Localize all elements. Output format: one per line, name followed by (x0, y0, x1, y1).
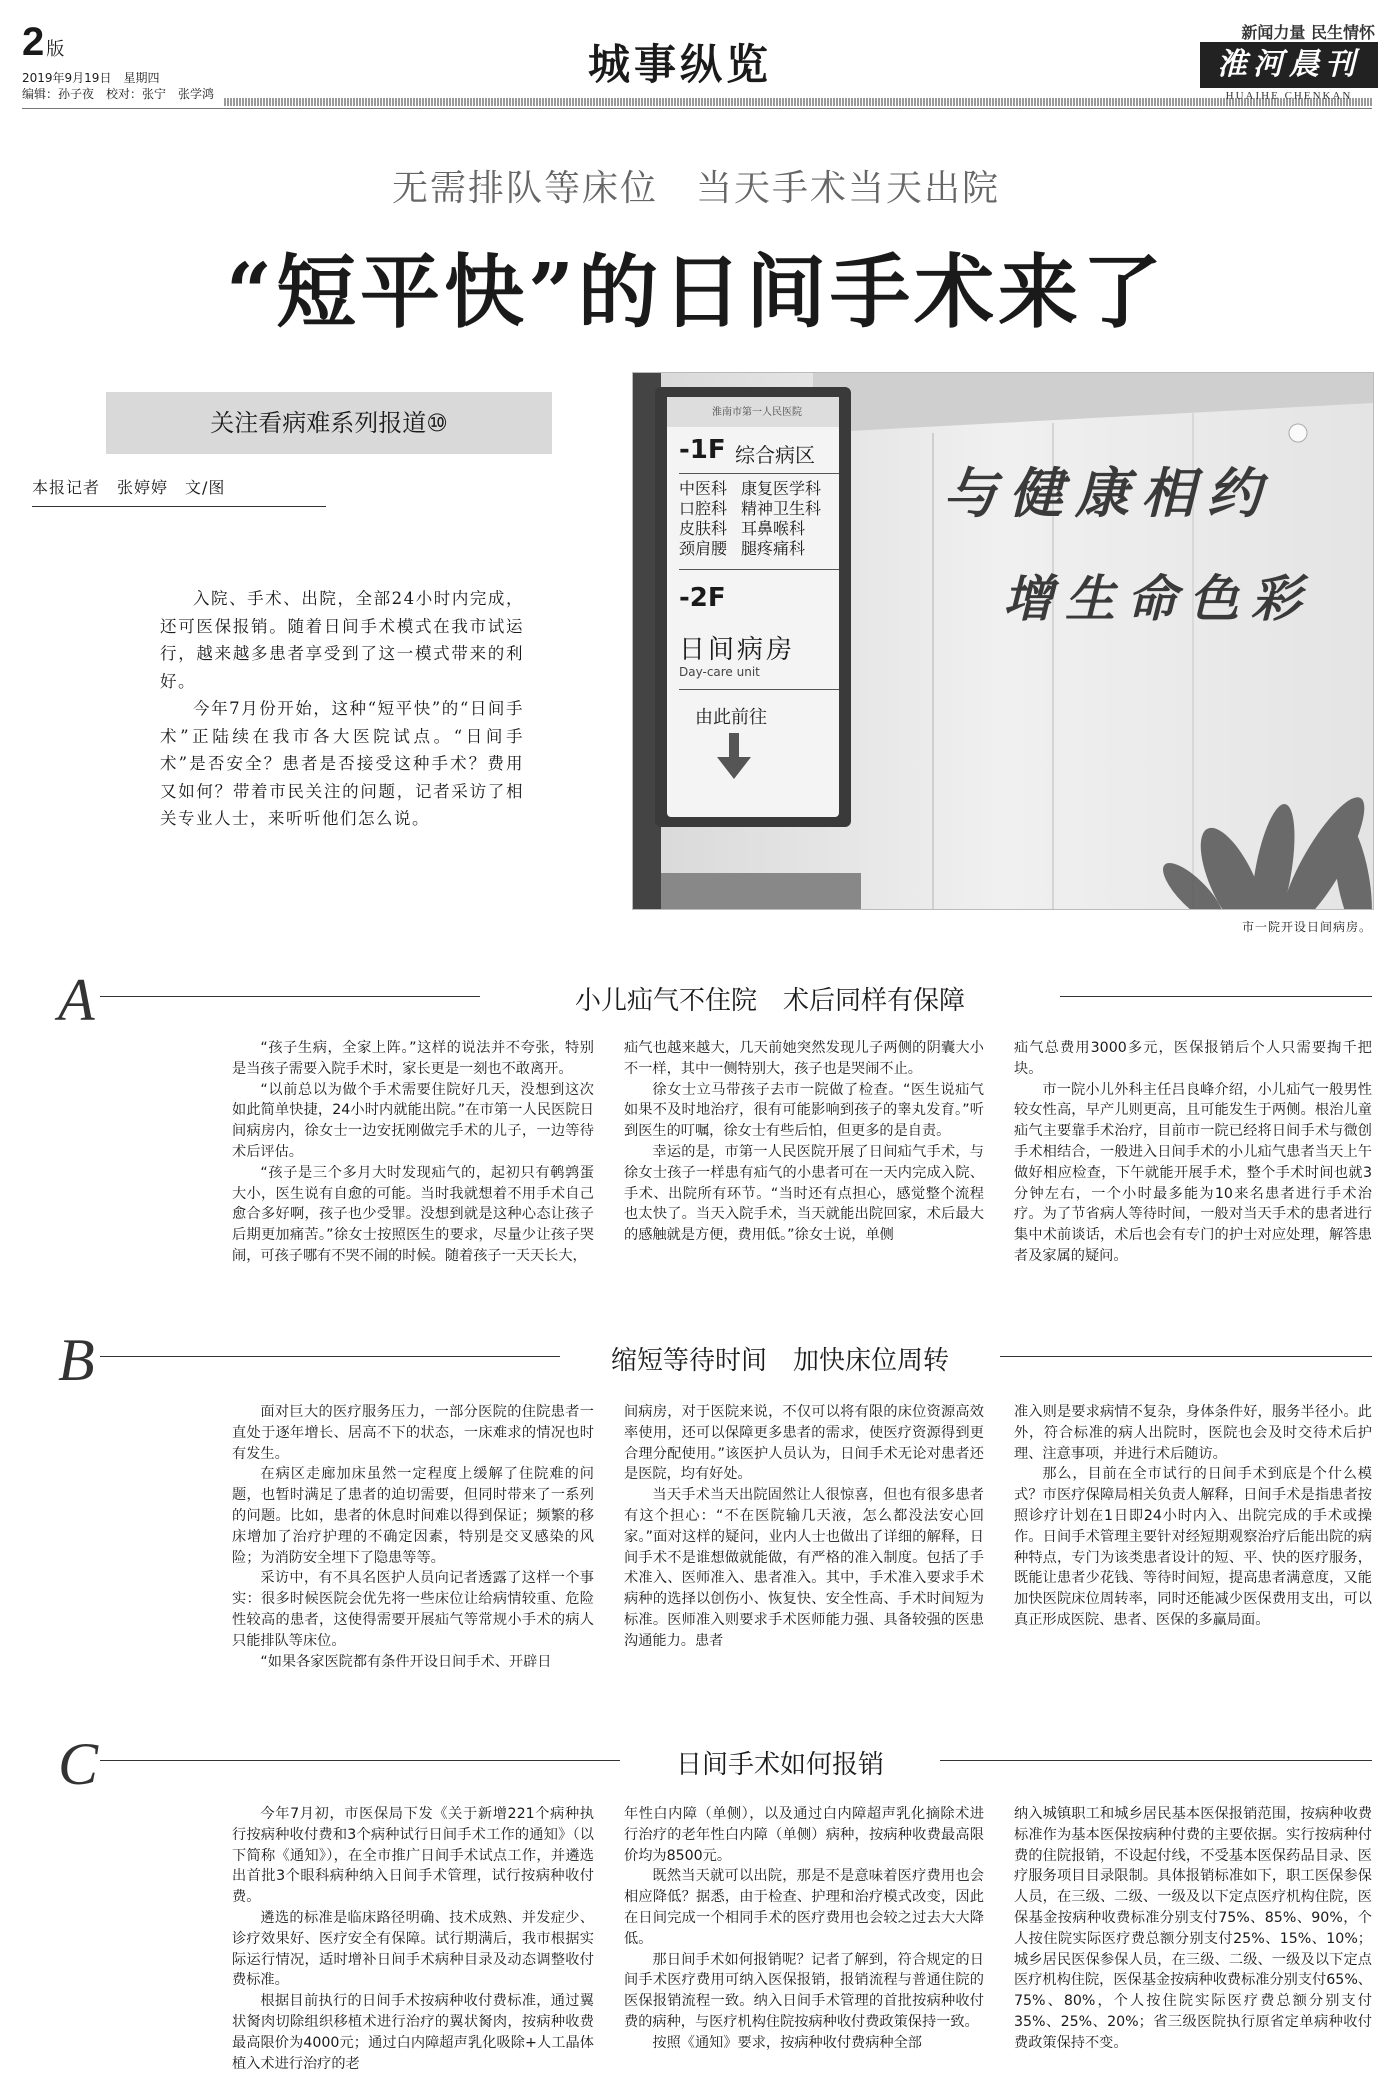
paragraph: 疝气也越来越大，几天前她突然发现儿子两侧的阴囊大小不一样，其中一侧特别大，孩子也是哭闹不止。 (624, 1040, 984, 1077)
section-letter-a: A (58, 967, 95, 1033)
issue-date: 2019年9月19日 星期四 (22, 71, 160, 85)
paragraph: 在病区走廊加床虽然一定程度上缓解了住院难的问题，也暂时满足了患者的迫切需要，但同时带来了一系列的问题。比如，患者的休息时间难以得到保证；频繁的移床增加了治疗护理的不确定因素，特别是交叉感染的风险；为消防安全埋下了隐患等等。 (232, 1466, 594, 1566)
section-b-column-3 (1014, 1402, 1372, 1631)
section-title: 城事纵览 (587, 40, 772, 89)
paragraph: 幸运的是，市第一人民医院开展了日间疝气手术，与徐女士孩子一样患有疝气的小患者可在一天内完成入院、手术、出院所有环节。“当时还有点担心，感觉整个流程也太快了。当天入院手术，当天就能出院回家，术后最大的感触就是方便，费用低。”徐女士说，单侧 (624, 1143, 984, 1244)
paragraph: 采访中，有不具名医护人员向记者透露了这样一个事实：很多时候医院会优先将一些床位让给病情较重、危险性较高的患者，这使得需要开展疝气等常规小手术的病人只能排队等床位。 (232, 1570, 594, 1649)
paragraph: 疝气总费用3000多元，医保报销后个人只需要掏千把块。 (1014, 1040, 1372, 1077)
sign-dept: 腿疼痛科 (741, 539, 806, 558)
newspaper-slogan: 新闻力量 民生情怀 (1241, 23, 1375, 42)
section-c-column-2 (624, 1804, 984, 2054)
paragraph: 市一院小儿外科主任吕良峰介绍，小儿疝气一般男性较女性高，早产儿则更高，且可能发生于两侧。根治儿童疝气主要靠手术治疗，目前市一院已经将日间手术与微创手术相结合，一般进入日间手术的小儿疝气患者当天上午做好相应检查，下午就能开展手术，整个手术时间也就3分钟左右，一个小时最多能为10来名患者进行手术治疗。为了节省病人等待时间，一般对当天手术的患者进行集中术前谈话，术后也会有专门的护士对应处理，解答患者及家属的疑问。 (1014, 1081, 1372, 1264)
paragraph: 遴选的标准是临床路径明确、技术成熟、并发症少、诊疗效果好、医疗安全有保障。试行期满后，我市根据实际运行情况，适时增补日间手术病种目录及动态调整收付费标准。 (232, 1909, 594, 1989)
sign-dept: 颈肩腰 (679, 539, 728, 558)
paragraph: 既然当天就可以出院，那是不是意味着医疗费用也会相应降低？据悉，由于检查、护理和治疗模式改变，因此在日间完成一个相同手术的医疗费用也会较之过去大大降低。 (624, 1868, 984, 1947)
sign-floor-b2: -2F (679, 583, 726, 613)
section-b-column-1 (232, 1402, 594, 1672)
paragraph: 面对巨大的医疗服务压力，一部分医院的住院患者一直处于逐年增长、居高不下的状态，一床难求的情况也时有发生。 (232, 1404, 594, 1462)
hospital-photo (632, 372, 1374, 910)
sign-dept: 康复医学科 (741, 479, 822, 498)
article-kicker: 无需排队等床位 当天手术当天出院 (391, 168, 1000, 209)
section-a-column-1 (232, 1038, 594, 1267)
sign-divider (679, 569, 839, 570)
sign-divider (679, 473, 839, 474)
paragraph: 当天手术当天出院固然让人很惊喜，但也有很多患者有这个担心：“不在医院输几天液，怎么都没法安心回家。”面对这样的疑问，业内人士也做出了详细的解释，日间手术不是谁想做就能做，有严格的准入制度。包括了手术准入、医师准入、患者准入。其中，手术准入要求手术病种的选择以创伤小、恢复快、安全性高、手术时间短为标准。医师准入则要求手术医师能力强、具备较强的医患沟通能力。患者 (624, 1487, 984, 1649)
sign-divider (679, 689, 839, 690)
sign-header: 淮南市第一人民医院 (712, 407, 802, 418)
sign-depts-right (741, 479, 821, 559)
section-title-b: 缩短等待时间 加快床位周转 (560, 1340, 1000, 1377)
paragraph: 年性白内障（单侧），以及通过白内障超声乳化摘除术进行治疗的老年性白内障（单侧）病种，按病种收费最高限价均为8500元。 (624, 1806, 984, 1864)
lede-paragraph: 今年7月份开始，这种“短平快”的“日间手术”正陆续在我市各大医院试点。“日间手术”是否安全？患者是否接受这种手术？费用又如何？带着市民关注的问题，记者采访了相关专业人士，来听听他们怎么说。 (160, 699, 524, 828)
sign-floor-b1: -1F (679, 435, 726, 465)
sign-dept: 耳鼻喉科 (741, 519, 806, 538)
paragraph: 按照《通知》要求，按病种收付费病种全部 (652, 2034, 922, 2051)
section-title-a: 小儿疝气不住院 术后同样有保障 (480, 980, 1060, 1017)
sign-dept: 中医科 (679, 479, 728, 498)
paragraph: 准入则是要求病情不复杂，身体条件好，服务半径小。此外，符合标准的病人出院时，医院也会及时交待术后护理、注意事项，并进行术后随访。 (1014, 1404, 1372, 1462)
article-byline: 本报记者 张婷婷 文/图 (32, 478, 226, 497)
article-headline: “短平快”的日间手术来了 (225, 245, 1167, 339)
photo-caption: 市一院开设日间病房。 (1241, 920, 1372, 934)
sign-ward-daycare: 日间病房 (679, 635, 796, 665)
masthead-underline (22, 108, 1372, 109)
sign-ward-general: 综合病区 (735, 443, 815, 467)
newspaper-logo: 淮河晨刊 (1200, 42, 1378, 88)
wall-slogan-line1: 与健康相约 (943, 461, 1273, 525)
editor-credits: 编辑：孙子夜 校对：张宁 张学鸿 (22, 87, 215, 101)
section-a-column-3 (1014, 1038, 1372, 1267)
paragraph: 今年7月初，市医保局下发《关于新增221个病种执行按病种收付费和3个病种试行日间手术工作的通知》（以下简称《通知》），在全市推广日间手术试点工作，并遴选出首批3个眼科病种纳入日间手术管理，试行按病种收付费。 (232, 1806, 594, 1906)
section-c-column-3 (1014, 1804, 1372, 2054)
sign-dept: 皮肤科 (679, 519, 728, 538)
paragraph: “如果各家医院都有条件开设日间手术、开辟日 (260, 1653, 552, 1670)
paragraph: “孩子是三个多月大时发现疝气的，起初只有鹌鹑蛋大小，医生说有自愈的可能。当时我就想着不用手术自己愈合多好啊，孩子也少受罪。没想到就是这种心态让孩子后期更加痛苦。”徐女士按照医生的要求，尽量少让孩子哭闹，可孩子哪有不哭不闹的时候。随着孩子一天天长大， (232, 1164, 594, 1264)
section-letter-c: C (58, 1731, 99, 1797)
article-lede (160, 585, 524, 833)
sign-ward-daycare-english: Day-care unit (679, 665, 760, 679)
section-letter-b: B (58, 1327, 95, 1393)
sign-depts-left (679, 479, 727, 559)
section-title-c: 日间手术如何报销 (620, 1744, 940, 1781)
paragraph: “孩子生病，全家上阵。”这样的说法并不夸张，特别是当孩子需要入院手术时，家长更是一刻也不敢离开。 (232, 1040, 594, 1077)
wall-slogan-line2: 增生命色彩 (1003, 569, 1313, 628)
page-number: 2 版 (22, 20, 65, 64)
sign-dept: 精神卫生科 (741, 499, 822, 518)
paragraph: 间病房，对于医院来说，不仅可以将有限的床位资源高效率使用，还可以保障更多患者的需求，使医疗资源得到更合理分配使用。”该医护人员认为，日间手术无论对患者还是医院，均有好处。 (624, 1404, 984, 1483)
paragraph: “以前总以为做个手术需要住院好几天，没想到这次如此简单快捷，24小时内就能出院。”在市第一人民医院日间病房内，徐女士一边安抚刚做完手术的儿子，一边等待术后评估。 (232, 1081, 594, 1160)
paragraph: 徐女士立马带孩子去市一院做了检查。“医生说疝气如果不及时地治疗，很有可能影响到孩子的睾丸发育。”听到医生的叮嘱，徐女士有些后怕，但更多的是自责。 (624, 1081, 984, 1140)
paragraph: 根据目前执行的日间手术按病种收付费标准，通过翼状胬肉切除组织移植术进行治疗的翼状胬肉，按病种收费最高限价为4000元；通过白内障超声乳化吸除+人工晶体植入术进行治疗的老 (232, 1993, 594, 2072)
paragraph: 那日间手术如何报销呢？记者了解到，符合规定的日间手术医疗费用可纳入医保报销，报销流程与普通住院的医保报销流程一致。纳入日间手术管理的首批按病种收付费的病种，与医疗机构住院按病种收付费政策保持一致。 (624, 1951, 984, 2030)
section-b-column-2 (624, 1402, 984, 1652)
newspaper-logo-english: HUAIHE CHENKAN (1225, 90, 1353, 102)
paragraph: 那么，目前在全市试行的日间手术到底是个什么模式？市医疗保障局相关负责人解释，日间手术是指患者按照诊疗计划在1日即24小时内入、出院完成的手术或操作。日间手术管理主要针对经短期观察治疗后能出院的病种特点，专门为该类患者设计的短、平、快的医疗服务，既能让患者少花钱、等待时间短，提高患者满意度，又能加快医院床位周转率，同时还能减少医保费用支出，可以真正形成医院、患者、医保的多赢局面。 (1014, 1466, 1372, 1628)
byline-rule (32, 506, 326, 507)
sign-direction: 由此前往 (695, 707, 767, 728)
paragraph: 纳入城镇职工和城乡居民基本医保报销范围，按病种收费标准作为基本医保按病种付费的主要依据。实行按病种付费的住院报销，不设起付线，不受基本医保药品目录、医疗服务项目目录限制。具体报销标准如下，职工医保参保人员，在三级、二级、一级及以下定点医疗机构住院，医保基金按病种收费标准分别支付75%、85%、90%，个人按住院实际医疗费总额分别支付25%、15%、10%；城乡居民医保参保人员，在三级、二级、一级及以下定点医疗机构住院，医保基金按病种收费标准分别支付65%、75%、80%，个人按住院实际医疗费总额分别支付35%、25%、20%；省三级医院执行原省定单病种收付费政策保持不变。 (1014, 1806, 1372, 2051)
sign-dept: 口腔科 (679, 499, 728, 518)
section-c-column-1 (232, 1804, 594, 2074)
series-label: 关注看病难系列报道⑩ (106, 392, 552, 454)
lede-paragraph: 入院、手术、出院，全部24小时内完成，还可医保报销。随着日间手术模式在我市试运行，越来越多患者享受到了这一模式带来的利好。 (160, 589, 524, 691)
section-a-column-2 (624, 1038, 984, 1246)
